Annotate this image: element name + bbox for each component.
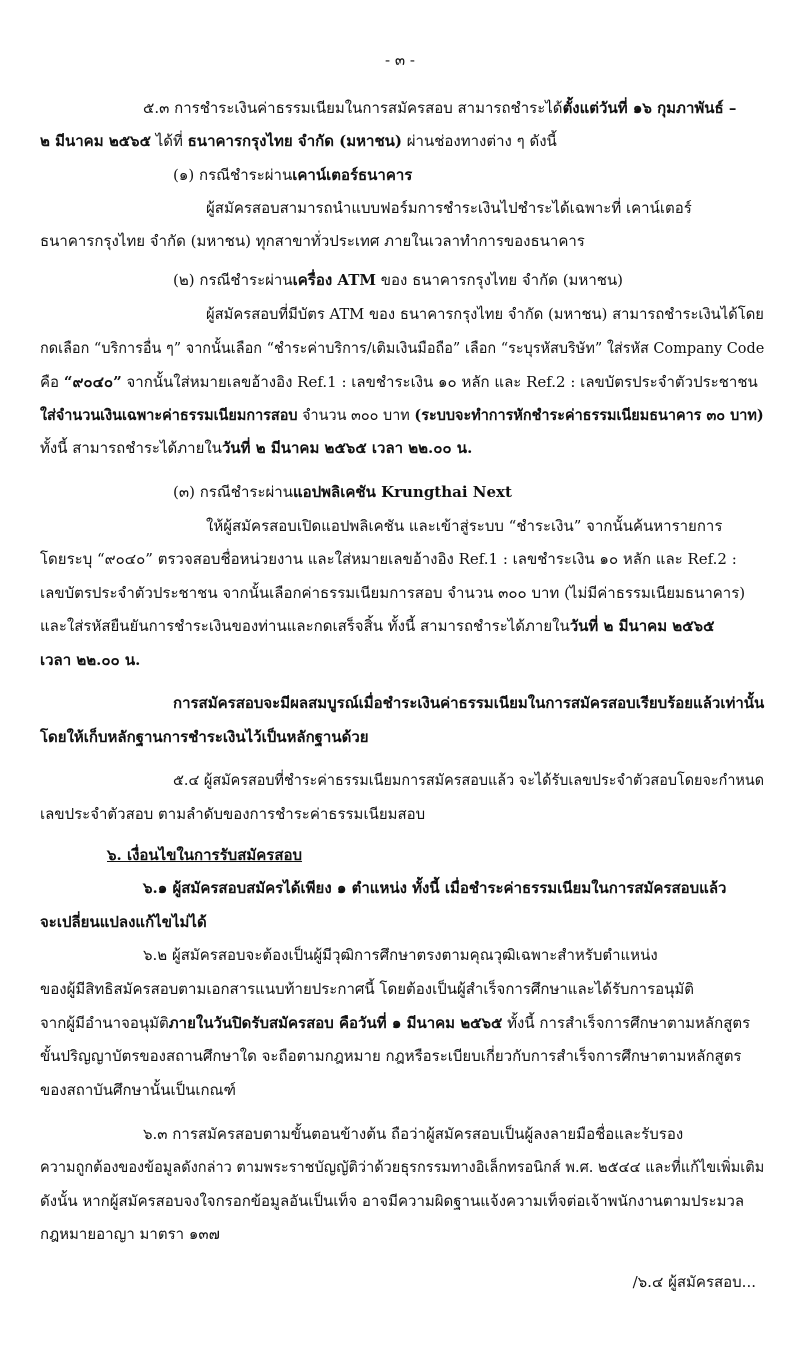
section-6-2-line-4: ขั้นปริญญาบัตรของสถานศึกษาใด จะถือตามกฎหมาย กฎหรือระเบียบเกี่ยวกับการสำเร็จการศึกษาตามหลักสูตร: [40, 1047, 742, 1065]
case-3-line-4: และใส่รหัสยืนยันการชำระเงินของท่านและกดเสร็จสิ้น ทั้งนี้ สามารถชำระได้ภายในวันที่ ๒ มีนาคม ๒๕๖๕: [40, 617, 715, 635]
case-2-line-2: กดเลือก “บริการอื่น ๆ” จากนั้นเลือก “ชำระค่าบริการ/เติมเงินมือถือ” เลือก “ระบุรหัสบริษัท” ใส่รหัส Company Code: [40, 339, 765, 357]
section-5-3-line-2: ๒ มีนาคม ๒๕๖๕ ได้ที่ ธนาคารกรุงไทย จำกัด (มหาชน) ผ่านช่องทางต่าง ๆ ดังนี้: [40, 132, 557, 150]
section-6-2-line-5: ของสถาบันศึกษานั้นเป็นเกณฑ์: [40, 1081, 236, 1099]
section-5-4-line-2: เลขประจำตัวสอบ ตามลำดับของการชำระค่าธรรมเนียมสอบ: [40, 805, 426, 823]
case-2-line-3: คือ “๙๐๔๐” จากนั้นใส่หมายเลขอ้างอิง Ref.1 : เลขชำระเงิน ๑๐ หลัก และ Ref.2 : เลขบัตรประจำตัวประชาชน: [40, 373, 758, 391]
case-3-line-2: โดยระบุ “๙๐๔๐” ตรวจสอบชื่อหน่วยงาน และใส่หมายเลขอ้างอิง Ref.1 : เลขชำระเงิน ๑๐ หลัก และ Ref.2 :: [40, 550, 737, 568]
section-6-3-line-1: ๖.๓ การสมัครสอบตามขั้นตอนข้างต้น ถือว่าผู้สมัครสอบเป็นผู้ลงลายมือชื่อและรับรอง: [143, 1125, 684, 1143]
case-2-line-4: ใส่จำนวนเงินเฉพาะค่าธรรมเนียมการสอบ จำนวน ๓๐๐ บาท (ระบบจะทำการหักชำระค่าธรรมเนียมธนาคาร ๓๐ บาท): [40, 406, 764, 424]
section-6-heading: ๖. เงื่อนไขในการรับสมัครสอบ: [107, 846, 303, 864]
case-3-heading: (๓) กรณีชำระผ่านแอปพลิเคชัน Krungthai Next: [173, 483, 512, 501]
section-6-3-line-2: ความถูกต้องของข้อมูลดังกล่าว ตามพระราชบัญญัติว่าด้วยธุรกรรมทางอิเล็กทรอนิกส์ พ.ศ. ๒๕๔๔ และที่แก้ไขเพิ่มเติม: [40, 1158, 765, 1176]
case-1-line-2: ธนาคารกรุงไทย จำกัด (มหาชน) ทุกสาขาทั่วประเทศ ภายในเวลาทำการของธนาคาร: [40, 232, 585, 250]
completion-note-line-2: โดยให้เก็บหลักฐานการชำระเงินไว้เป็นหลักฐานด้วย: [40, 728, 369, 746]
case-2-line-5: ทั้งนี้ สามารถชำระได้ภายในวันที่ ๒ มีนาคม ๒๕๖๕ เวลา ๒๒.๐๐ น.: [40, 439, 473, 457]
section-5-3-line-1: ๕.๓ การชำระเงินค่าธรรมเนียมในการสมัครสอบ สามารถชำระได้ตั้งแต่วันที่ ๑๖ กุมภาพันธ์ –: [143, 99, 737, 117]
section-6-2-line-2: ของผู้มีสิทธิสมัครสอบตามเอกสารแนบท้ายประกาศนี้ โดยต้องเป็นผู้สำเร็จการศึกษาและได้รับการอนุมัติ: [40, 980, 695, 998]
section-6-1-line-2: จะเปลี่ยนแปลงแก้ไขไม่ได้: [40, 913, 207, 931]
continuation-footer: /๖.๔ ผู้สมัครสอบ...: [632, 1273, 756, 1291]
section-6-3-line-3: ดังนั้น หากผู้สมัครสอบจงใจกรอกข้อมูลอันเป็นเท็จ อาจมีความผิดฐานแจ้งความเท็จต่อเจ้าพนักงานตามประมวล: [40, 1192, 745, 1210]
completion-note-line-1: การสมัครสอบจะมีผลสมบูรณ์เมื่อชำระเงินค่าธรรมเนียมในการสมัครสอบเรียบร้อยแล้วเท่านั้น: [173, 694, 765, 712]
case-3-line-5: เวลา ๒๒.๐๐ น.: [40, 651, 141, 669]
case-2-heading: (๒) กรณีชำระผ่านเครื่อง ATM ของ ธนาคารกรุงไทย จำกัด (มหาชน): [173, 271, 624, 289]
section-5-4-line-1: ๕.๔ ผู้สมัครสอบที่ชำระค่าธรรมเนียมการสมัครสอบแล้ว จะได้รับเลขประจำตัวสอบโดยจะกำหนด: [173, 771, 765, 789]
case-3-line-3: เลขบัตรประจำตัวประชาชน จากนั้นเลือกค่าธรรมเนียมการสอบ จำนวน ๓๐๐ บาท (ไม่มีค่าธรรมเนียมธนาคาร): [40, 584, 746, 602]
case-2-line-1: ผู้สมัครสอบที่มีบัตร ATM ของ ธนาคารกรุงไทย จำกัด (มหาชน) สามารถชำระเงินได้โดย: [206, 305, 764, 323]
case-1-line-1: ผู้สมัครสอบสามารถนำแบบฟอร์มการชำระเงินไปชำระได้เฉพาะที่ เคาน์เตอร์: [206, 199, 692, 217]
section-6-2-line-1: ๖.๒ ผู้สมัครสอบจะต้องเป็นผู้มีวุฒิการศึกษาตรงตามคุณวุฒิเฉพาะสำหรับตำแหน่ง: [143, 946, 658, 964]
section-6-3-line-4: กฎหมายอาญา มาตรา ๑๓๗: [40, 1225, 220, 1243]
case-3-line-1: ให้ผู้สมัครสอบเปิดแอปพลิเคชัน และเข้าสู่ระบบ “ชำระเงิน” จากนั้นค้นหารายการ: [206, 517, 723, 535]
section-6-2-line-3: จากผู้มีอำนาจอนุมัติภายในวันปิดรับสมัครสอบ คือวันที่ ๑ มีนาคม ๒๕๖๕ ทั้งนี้ การสำเร็จการศึกษาตามหลักสูตร: [40, 1014, 751, 1032]
case-1-heading: (๑) กรณีชำระผ่านเคาน์เตอร์ธนาคาร: [173, 166, 413, 184]
section-6-1-line-1: ๖.๑ ผู้สมัครสอบสมัครได้เพียง ๑ ตำแหน่ง ทั้งนี้ เมื่อชำระค่าธรรมเนียมในการสมัครสอบแล้ว: [143, 879, 727, 897]
page-number: - ๓ -: [385, 51, 415, 69]
